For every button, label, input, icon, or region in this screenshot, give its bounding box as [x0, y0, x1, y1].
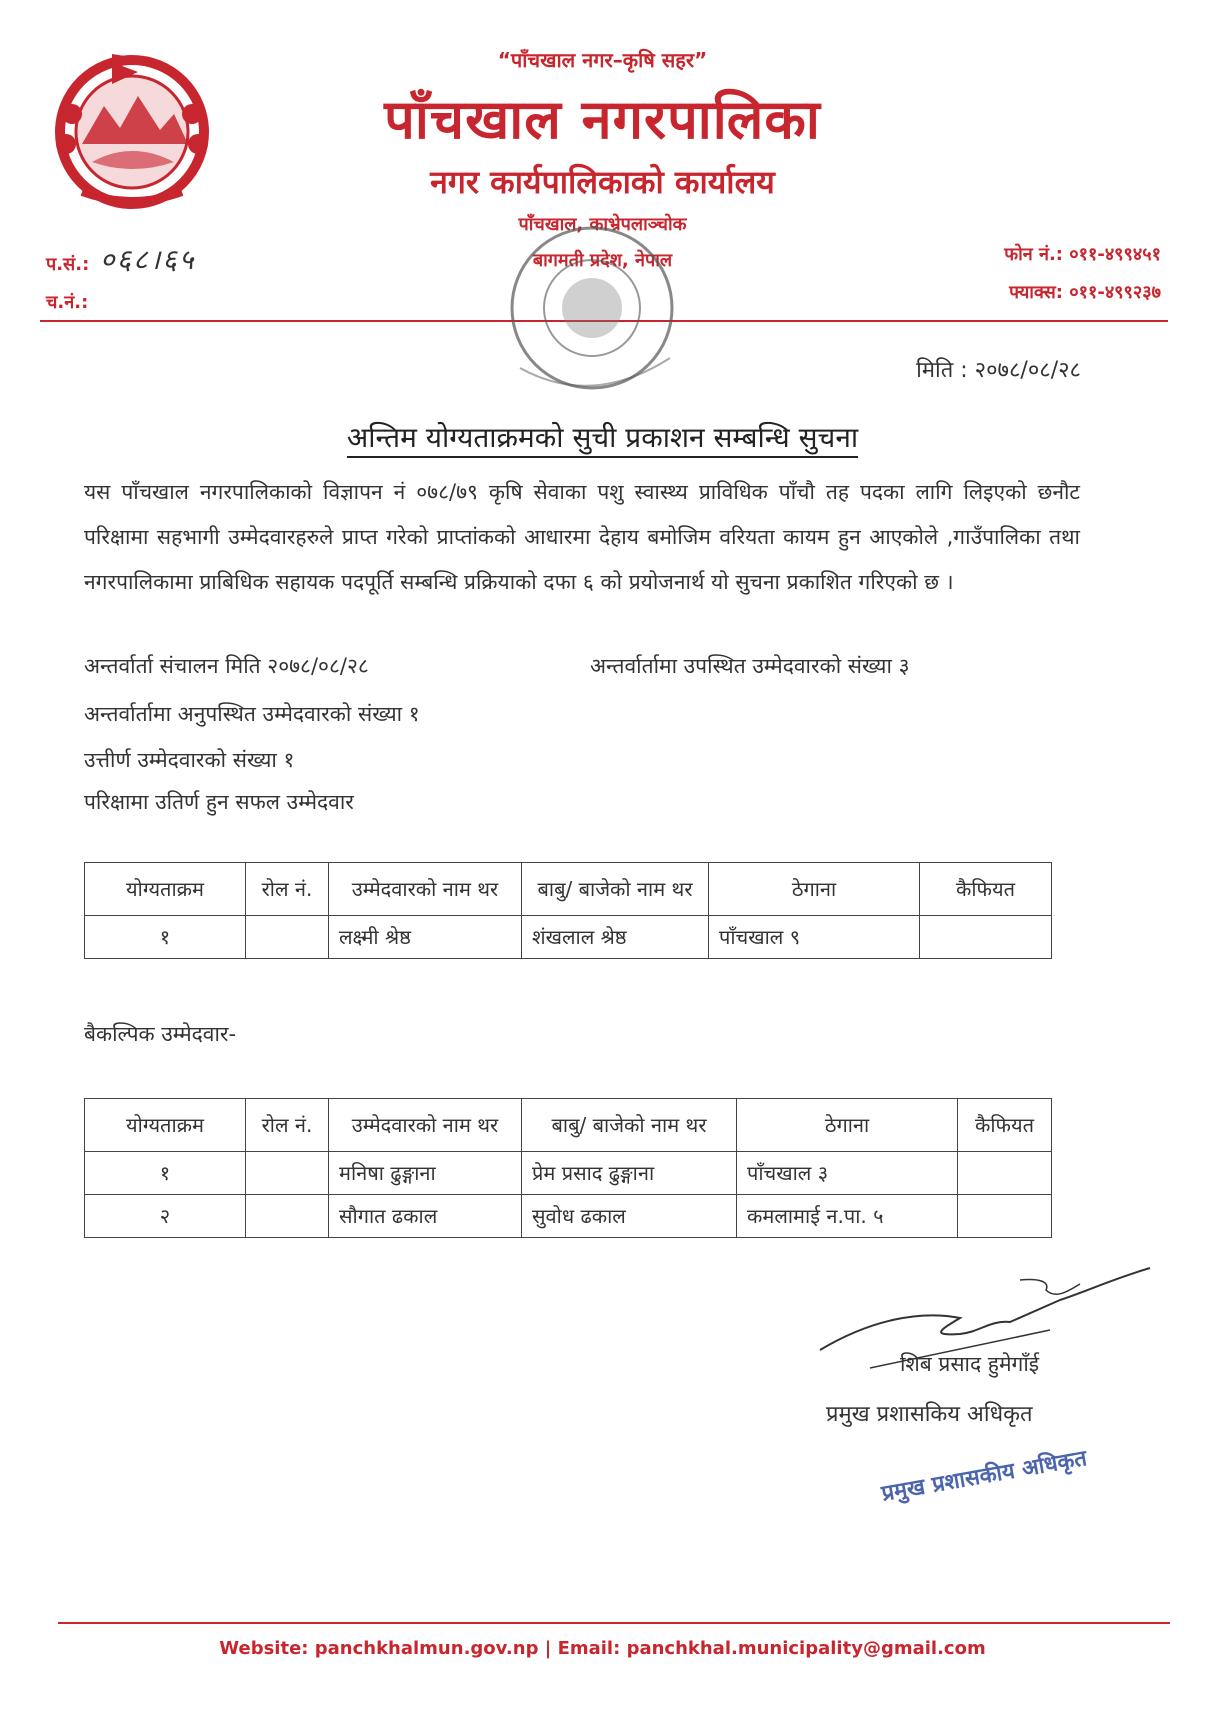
cell-rank: २	[85, 1195, 246, 1238]
cell-rank: १	[85, 916, 246, 959]
present-count: अन्तर्वार्तामा उपस्थित उम्मेदवारको संख्या ३	[590, 654, 910, 678]
cell-roll	[246, 916, 329, 959]
cell-guardian-name: सुवोध ढकाल	[522, 1195, 737, 1238]
interview-date: अन्तर्वार्ता संचालन मिति २०७८/०८/२८	[84, 654, 369, 678]
cell-address: कमलामाई न.पा. ५	[737, 1195, 958, 1238]
cell-guardian-name: शंखलाल श्रेष्ठ	[522, 916, 709, 959]
reference-label: प.सं.:	[46, 254, 90, 275]
col-candidate-name: उम्मेदवारको नाम थर	[329, 863, 522, 916]
footer-divider	[58, 1622, 1170, 1624]
cell-address: पाँचखाल ९	[709, 916, 920, 959]
col-address: ठेगाना	[737, 1099, 958, 1152]
cell-candidate-name: लक्ष्मी श्रेष्ठ	[329, 916, 522, 959]
passed-count: उत्तीर्ण उम्मेदवारको संख्या १	[84, 748, 295, 772]
absent-count: अन्तर्वार्तामा अनुपस्थित उम्मेदवारको संख्या १	[84, 702, 420, 726]
col-address: ठेगाना	[709, 863, 920, 916]
cell-rank: १	[85, 1152, 246, 1195]
address-line-2: बागमती प्रदेश, नेपाल	[532, 250, 673, 271]
cell-roll	[246, 1195, 329, 1238]
notice-title	[0, 418, 1205, 456]
cell-remarks	[958, 1152, 1052, 1195]
tagline: “पाँचखाल नगर–कृषि सहर”	[497, 48, 708, 72]
col-rank: योग्यताक्रम	[85, 1099, 246, 1152]
notice-title-text: अन्तिम योग्यताक्रमको सुची प्रकाशन सम्बन्धि सुचना	[347, 421, 858, 458]
col-guardian-name: बाबु/ बाजेको नाम थर	[522, 1099, 737, 1152]
notice-body: यस पाँचखाल नगरपालिकाको विज्ञापन नं ०७८/७९ कृषि सेवाका पशु स्वास्थ्य प्राविधिक पाँचौ तह पदका लागि लिइएको छनौट परिक्षामा सहभागी उम्मेदवारहरुले प्राप्त गरेको प्राप्तांकको आधारमा देहाय बमोजिम वरियता कायम हुन आएकोले ,गाउँपालिका तथा नगरपालिकामा प्राबिधिक सहायक पदपूर्ति सम्बन्धि प्रक्रियाको दफा ६ को प्रयोजनार्थ यो सुचना प्रकाशित गरिएको छ ।	[84, 480, 1080, 594]
alternate-candidates-table	[84, 1098, 1052, 1238]
cell-candidate-name: सौगात ढकाल	[329, 1195, 522, 1238]
cell-roll	[246, 1152, 329, 1195]
signatory-title: प्रमुख प्रशासकिय अधिकृत	[826, 1402, 1033, 1427]
cell-remarks	[958, 1195, 1052, 1238]
col-remarks: कैफियत	[920, 863, 1052, 916]
table-row	[85, 916, 1052, 959]
address-line-1: पाँचखाल, काभ्रेपलाञ्चोक	[518, 214, 687, 235]
letter-date: मिति : २०७८/०८/२८	[916, 358, 1081, 383]
designation-stamp: प्रमुख प्रशासकीय अधिकृत	[879, 1446, 1089, 1507]
fax-number: फ्याक्स: ०११-४९९२३७	[1009, 282, 1161, 303]
alternate-candidates-label: बैकल्पिक उम्मेदवार-	[84, 1022, 237, 1046]
cell-candidate-name: मनिषा ढुङ्गाना	[329, 1152, 522, 1195]
office-seal-stamp	[500, 218, 685, 398]
col-roll: रोल नं.	[246, 1099, 329, 1152]
cell-guardian-name: प्रेम प्रसाद ढुङ्गाना	[522, 1152, 737, 1195]
cell-address: पाँचखाल ३	[737, 1152, 958, 1195]
table-header-row	[85, 863, 1052, 916]
table-row	[85, 1195, 1052, 1238]
cell-remarks	[920, 916, 1052, 959]
table-row	[85, 1152, 1052, 1195]
col-remarks: कैफियत	[958, 1099, 1052, 1152]
signatory-name: शिब प्रसाद हुमेगाँई	[900, 1352, 1040, 1376]
table-header-row	[85, 1099, 1052, 1152]
dispatch-label: च.नं.:	[46, 292, 89, 313]
reference-number: ०६८।६५	[100, 243, 196, 276]
col-guardian-name: बाबु/ बाजेको नाम थर	[522, 863, 709, 916]
col-rank: योग्यताक्रम	[85, 863, 246, 916]
office-name: नगर कार्यपालिकाको कार्यालय	[430, 163, 775, 201]
successful-heading: परिक्षामा उतिर्ण हुन सफल उम्मेदवार	[84, 790, 354, 814]
successful-candidates-table	[84, 862, 1052, 959]
phone-number: फोन नं.: ०११-४९९४५१	[1004, 244, 1161, 265]
col-candidate-name: उम्मेदवारको नाम थर	[329, 1099, 522, 1152]
col-roll: रोल नं.	[246, 863, 329, 916]
municipality-name: पाँचखाल नगरपालिका	[384, 88, 821, 151]
footer-contact: Website: panchkhalmun.gov.np | Email: panchkhal.municipality@gmail.com	[219, 1638, 986, 1659]
